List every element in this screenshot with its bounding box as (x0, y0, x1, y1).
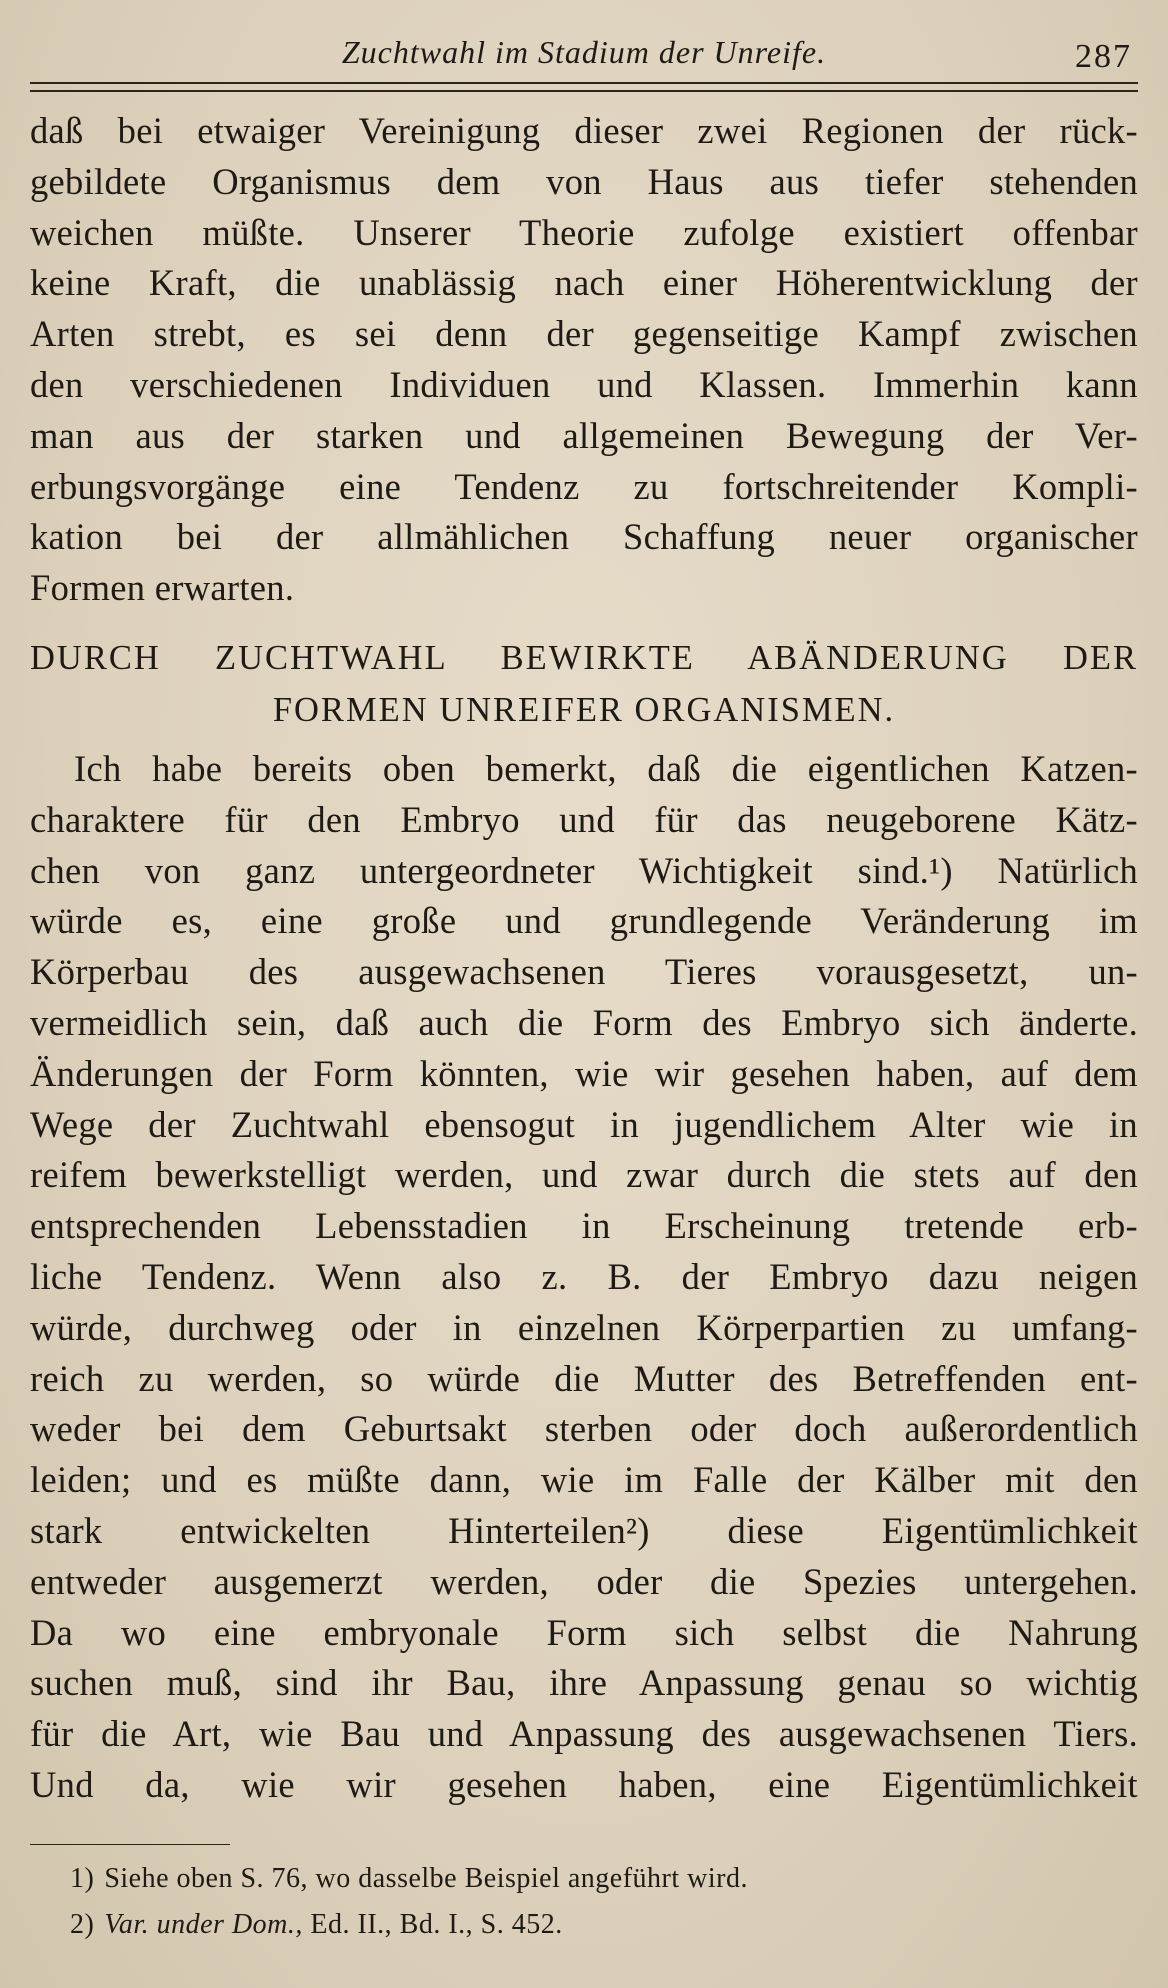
text-line: den verschiedenen Individuen und Klassen. Immerhin kann (30, 363, 1138, 405)
text-line: Ich habe bereits oben bemerkt, daß die eigentlichen Katzen- (74, 747, 1138, 789)
text-line: liche Tendenz. Wenn also z. B. der Embryo dazu neigen (30, 1255, 1138, 1297)
footnotes (70, 1856, 748, 1948)
page-number: 287 (1075, 38, 1132, 75)
text-line: reifem bewerkstelligt werden, und zwar durch die stets auf den (30, 1154, 1138, 1196)
section-heading (30, 632, 1138, 736)
text-line: würde, durchweg oder in einzelnen Körperpartien zu umfang- (30, 1306, 1138, 1348)
footnote-text: Ed. II., Bd. I., S. 452. (302, 1909, 563, 1940)
text-line: suchen muß, sind ihr Bau, ihre Anpassung genau so wichtig (30, 1662, 1138, 1704)
text-line: erbungsvorgänge eine Tendenz zu fortschreitender Kompli- (30, 465, 1138, 507)
footnote-1 (70, 1856, 748, 1902)
text-line: entsprechenden Lebensstadien in Erscheinung tretende erb- (30, 1205, 1138, 1247)
text-line: entweder ausgemerzt werden, oder die Spezies untergehen. (30, 1560, 1138, 1602)
text-line: weichen müßte. Unserer Theorie zufolge existiert offenbar (30, 211, 1138, 253)
text-line: Änderungen der Form könnten, wie wir gesehen haben, auf dem (30, 1052, 1138, 1094)
running-title: Zuchtwahl im Stadium der Unreife. (341, 34, 827, 70)
text-line: Da wo eine embryonale Form sich selbst die Nahrung (30, 1611, 1138, 1653)
text-line: charaktere für den Embryo und für das neugeborene Kätz- (30, 798, 1138, 840)
header-double-rule (30, 82, 1138, 92)
footnote-marker: 2) (70, 1909, 95, 1940)
body-text (30, 106, 1138, 1811)
text-line: man aus der starken und allgemeinen Bewegung der Ver- (30, 414, 1138, 456)
text-line: für die Art, wie Bau und Anpassung des ausgewachsenen Tiers. (30, 1713, 1138, 1755)
section-heading-line-1: DURCH ZUCHTWAHL BEWIRKTE ABÄNDERUNG DER (30, 638, 1138, 677)
paragraph-2 (30, 744, 1138, 1811)
text-line: würde es, eine große und grundlegende Veränderung im (30, 900, 1138, 942)
text-line: leiden; und es müßte dann, wie im Falle der Kälber mit den (30, 1459, 1138, 1501)
paragraph-1 (30, 106, 1138, 614)
section-heading-line-2: FORMEN UNREIFER ORGANISMEN. (272, 690, 896, 729)
text-line: daß bei etwaiger Vereinigung dieser zwei Regionen der rück- (30, 110, 1138, 151)
text-line: weder bei dem Geburtsakt sterben oder doch außerordentlich (30, 1408, 1138, 1450)
footnote-2 (70, 1902, 748, 1948)
footnote-italic-text: Var. under Dom., (104, 1909, 303, 1940)
footnote-text: Siehe oben S. 76, wo dasselbe Beispiel angeführt wird. (104, 1863, 748, 1894)
footnote-marker: 1) (70, 1863, 95, 1894)
text-line: vermeidlich sein, daß auch die Form des Embryo sich änderte. (30, 1001, 1138, 1043)
text-line: Wege der Zuchtwahl ebensogut in jugendlichem Alter wie in (30, 1103, 1138, 1145)
text-line: gebildete Organismus dem von Haus aus tiefer stehenden (30, 160, 1138, 202)
footnote-rule (30, 1844, 230, 1845)
text-line: reich zu werden, so würde die Mutter des Betreffenden ent- (30, 1357, 1138, 1399)
text-line: Körperbau des ausgewachsenen Tieres vorausgesetzt, un- (30, 951, 1138, 993)
text-line: Arten strebt, es sei denn der gegenseitige Kampf zwischen (30, 313, 1138, 355)
text-line: Und da, wie wir gesehen haben, eine Eigentümlichkeit (30, 1763, 1138, 1805)
text-line: stark entwickelten Hinterteilen²) diese Eigentümlichkeit (30, 1509, 1138, 1551)
text-line: kation bei der allmählichen Schaffung neuer organischer (30, 516, 1138, 558)
text-line: Formen erwarten. (30, 567, 295, 609)
text-line: chen von ganz untergeordneter Wichtigkeit sind.¹) Natürlich (30, 849, 1138, 891)
text-line: keine Kraft, die unablässig nach einer Höherentwicklung der (30, 262, 1138, 304)
page-header (30, 30, 1138, 80)
